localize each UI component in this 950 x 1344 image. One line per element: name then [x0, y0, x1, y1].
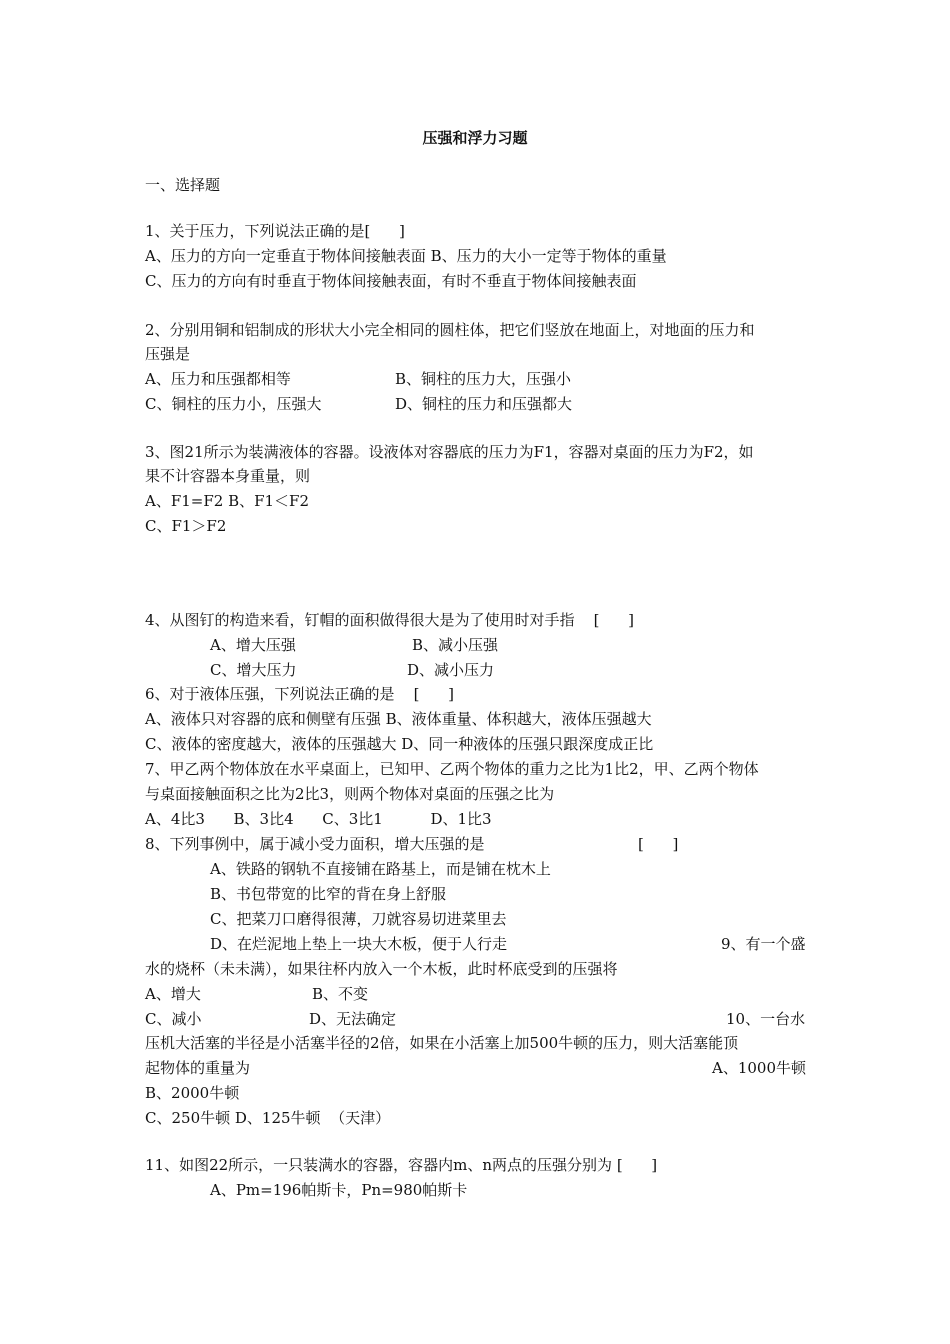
question-10-options-cd: C、250牛顿 D、125牛顿 （天津） [145, 1109, 391, 1127]
question-2-option-b: B、铜柱的压力大，压强小 [395, 370, 572, 388]
question-2-option-d: D、铜柱的压力和压强都大 [395, 395, 573, 413]
question-3-options-ab: A、F1=F2 B、F1＜F2 [145, 492, 309, 510]
section-heading: 一、选择题 [145, 176, 221, 194]
question-9-option-b: B、不变 [312, 985, 369, 1003]
question-9-stem-start: 9、有一个盛 [721, 935, 806, 953]
question-3-stem-cont: 果不计容器本身重量，则 [145, 467, 311, 485]
question-11-option-a: A、Pm=196帕斯卡，Pn=980帕斯卡 [210, 1181, 468, 1199]
question-2-option-c: C、铜柱的压力小，压强大 [145, 395, 322, 413]
question-7-options: A、4比3 B、3比4 C、3比1 D、1比3 [145, 810, 492, 828]
question-7-stem: 7、甲乙两个物体放在水平桌面上，已知甲、乙两个物体的重力之比为1比2，甲、乙两个物体 [145, 760, 759, 778]
question-4-option-a: A、增大压强 [210, 636, 296, 654]
question-4-stem: 4、从图钉的构造来看，钉帽的面积做得很大是为了使用时对手指 [ ] [145, 611, 634, 629]
question-8-option-c: C、把菜刀口磨得很薄，刀就容易切进菜里去 [210, 910, 507, 928]
question-9-option-a: A、增大 [145, 985, 201, 1003]
question-11-stem: 11、如图22所示，一只装满水的容器，容器内m、n两点的压强分别为 [ ] [145, 1156, 658, 1174]
question-4-option-d: D、减小压力 [407, 661, 495, 679]
question-10-option-b: B、2000牛顿 [145, 1084, 240, 1102]
question-8-option-a: A、铁路的钢轨不直接铺在路基上，而是铺在枕木上 [210, 860, 551, 878]
question-8-stem: 8、下列事例中，属于减小受力面积，增大压强的是 [145, 835, 485, 853]
question-2-stem: 2、分别用铜和铝制成的形状大小完全相同的圆柱体，把它们竖放在地面上，对地面的压力和 [145, 321, 755, 339]
question-4-option-c: C、增大压力 [210, 661, 297, 679]
question-9-option-d: D、无法确定 [309, 1010, 397, 1028]
question-1-stem: 1、关于压力，下列说法正确的是[ ] [145, 222, 405, 240]
question-3-option-c: C、F1＞F2 [145, 517, 227, 535]
question-4-option-b: B、减小压强 [412, 636, 499, 654]
question-8-option-b: B、书包带宽的比窄的背在身上舒服 [210, 885, 447, 903]
question-9-stem: 水的烧杯（未未满），如果往杯内放入一个木板，此时杯底受到的压强将 [145, 960, 618, 978]
question-3-stem: 3、图21所示为装满液体的容器。设液体对容器底的压力为F1，容器对桌面的压力为F2，如 [145, 443, 754, 461]
question-1-option-c: C、压力的方向有时垂直于物体间接触表面，有时不垂直于物体间接触表面 [145, 272, 637, 290]
question-10-option-a: A、1000牛顿 [712, 1059, 807, 1077]
question-1-options-ab: A、压力的方向一定垂直于物体间接触表面 B、压力的大小一定等于物体的重量 [145, 247, 667, 265]
question-6-options-ab: A、液体只对容器的底和侧壁有压强 B、液体重量、体积越大，液体压强越大 [145, 710, 652, 728]
question-2-stem-cont: 压强是 [145, 345, 191, 363]
question-8-answer-bracket: [ ] [638, 835, 679, 853]
question-2-option-a: A、压力和压强都相等 [145, 370, 291, 388]
question-9-option-c: C、减小 [145, 1010, 202, 1028]
question-6-stem: 6、对于液体压强，下列说法正确的是 [ ] [145, 685, 454, 703]
question-8-option-d: D、在烂泥地上垫上一块大木板，便于人行走 [210, 935, 508, 953]
question-7-stem-cont: 与桌面接触面积之比为2比3，则两个物体对桌面的压强之比为 [145, 785, 555, 803]
document-title: 压强和浮力习题 [422, 129, 528, 147]
question-10-stem-start: 10、一台水 [726, 1010, 806, 1028]
question-6-options-cd: C、液体的密度越大，液体的压强越大 D、同一种液体的压强只跟深度成正比 [145, 735, 654, 753]
question-10-stem: 压机大活塞的半径是小活塞半径的2倍，如果在小活塞上加500牛顿的压力，则大活塞能顶 [145, 1034, 739, 1052]
question-10-stem-cont: 起物体的重量为 [145, 1059, 251, 1077]
